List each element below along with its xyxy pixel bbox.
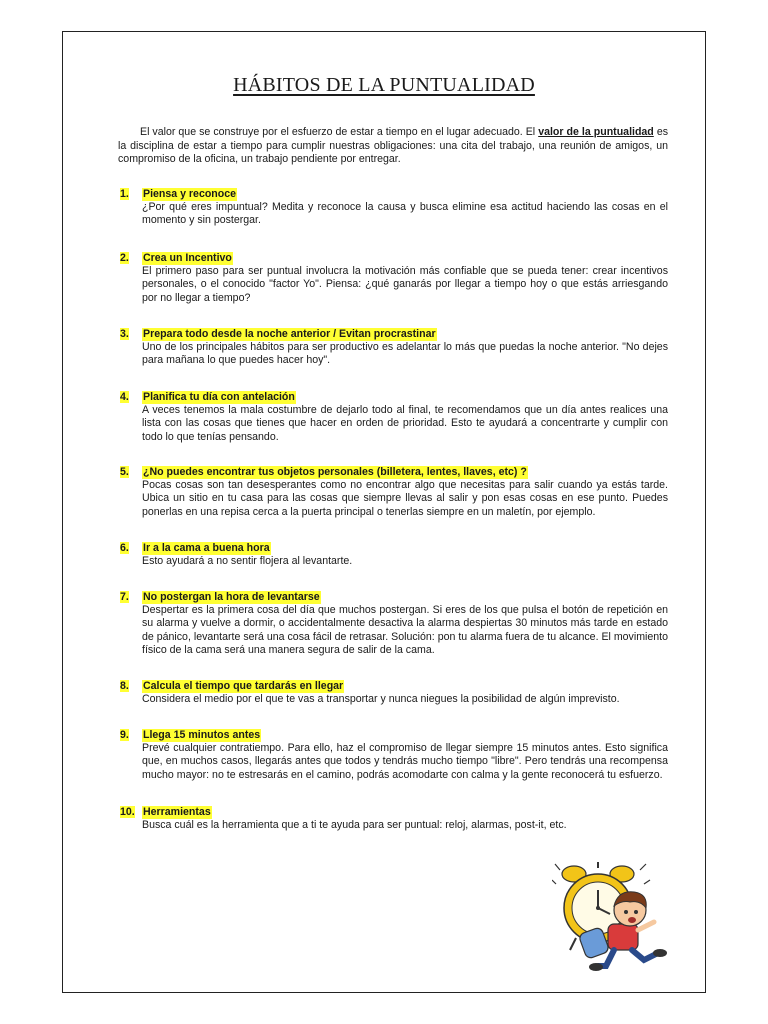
habit-title: Crea un Incentivo (143, 252, 232, 264)
habit-title: Calcula el tiempo que tardarás en llegar (143, 680, 344, 692)
habit-item-4: 4. Planifica tu día con antelación A veces tenemos la mala costumbre de dejarlo todo al final, te recomendamos que un día antes realices una lista con las cosas que tienes que hacer en orden de prioridad. Esto te ayudará a concentrarte y cumplir con todo lo que tenías pensando. (120, 391, 668, 443)
habit-body: Despertar es la primera cosa del día que muchos postergan. Si eres de los que pulsa el botón de repetición en su alarma y vuelve a dormir, o accidentalmente desactiva la alarma despiertas 30 minutos más tarde en estado de pánico, levantarte será una cosa fácil de retrasar. Solución: pon tu alarma fuera de tu alcance. El movimiento físico de la cama será una manera segura de salir de la cama. (142, 604, 668, 656)
habit-body: Esto ayudará a no sentir flojera al levantarte. (142, 555, 353, 568)
habit-title: Planifica tu día con antelación (143, 391, 295, 403)
habit-body: Pocas cosas son tan desesperantes como no encontrar algo que necesitas para salir cuando ya estás tarde. Ubica un sitio en tu casa para las cosas que siempre llevas al salir y pon esas cosas en ese punto. Puedes ponerlas en una repisa cerca a la puerta principal o tenerlas siempre en un maletín, por ejemplo. (142, 479, 668, 518)
intro-paragraph: El valor que se construye por el esfuerzo de estar a tiempo en el lugar adecuado. El valor de la puntualidad es la disciplina de estar a tiempo para cumplir nuestras obligaciones: una cita del trabajo, una reunión de amigos, un compromiso de la oficina, un trabajo pendiente por entregar. (118, 126, 669, 166)
habit-item-5: 5. ¿No puedes encontrar tus objetos personales (billetera, lentes, llaves, etc) ? Pocas cosas son tan desesperantes como no encontrar algo que necesitas para salir cuando ya estás tarde. Ubica un sitio en tu casa para las cosas que siempre llevas al salir y pon esas cosas en ese punto. Puedes ponerlas en una repisa cerca a la puerta principal o tenerlas siempre en un maletín, por ejemplo. (120, 466, 668, 518)
habit-item-9: 9. Llega 15 minutos antes Prevé cualquier contratiempo. Para ello, haz el compromiso de llegar siempre 15 minutos antes. Esto significa que, en muchos casos, llegarás antes que todos y tendrás mucho tiempo "libre". Pero tendrás una recompensa mucho mayor: no te estresarás en el camino, podrás acomodarte con calma y la gente reconocerá tu esfuerzo. (120, 729, 668, 781)
habit-body: Busca cuál es la herramienta que a ti te ayuda para ser puntual: reloj, alarmas, post-it, etc. (142, 819, 567, 832)
habit-title: No postergan la hora de levantarse (143, 591, 320, 603)
habit-item-7: 7. No postergan la hora de levantarse Despertar es la primera cosa del día que muchos postergan. Si eres de los que pulsa el botón de repetición en su alarma y vuelve a dormir, o accidentalmente desactiva la alarma despiertas 30 minutos más tarde en estado de pánico, levantarte será una cosa fácil de retrasar. Solución: pon tu alarma fuera de tu alcance. El movimiento físico de la cama será una manera segura de salir de la cama. (120, 591, 668, 656)
habit-title: Ir a la cama a buena hora (143, 542, 270, 554)
habit-title: Piensa y reconoce (143, 188, 237, 200)
habit-title: Herramientas (143, 806, 211, 818)
habit-body: ¿Por qué eres impuntual? Medita y reconoce la causa y busca elimine esa actitud haciendo las cosas en el momento y sin postergar. (142, 201, 668, 227)
habit-body: Considera el medio por el que te vas a transportar y nunca niegues la posibilidad de algún imprevisto. (142, 693, 620, 706)
habit-body: A veces tenemos la mala costumbre de dejarlo todo al final, te recomendamos que un día antes realices una lista con las cosas que tienes que hacer en orden de prioridad. Esto te ayudará a concentrarte y cumplir con todo lo que tenías pensando. (142, 404, 668, 443)
intro-highlight: valor de la puntualidad (538, 126, 654, 138)
habit-item-8: 8. Calcula el tiempo que tardarás en llegar Considera el medio por el que te vas a transportar y nunca niegues la posibilidad de algún imprevisto. (120, 680, 668, 706)
habit-title: Llega 15 minutos antes (143, 729, 261, 741)
habit-title: Prepara todo desde la noche anterior / Evitan procrastinar (143, 328, 436, 340)
habit-item-6: 6. Ir a la cama a buena hora Esto ayudará a no sentir flojera al levantarte. (120, 542, 668, 568)
habit-body: Uno de los principales hábitos para ser productivo es adelantar lo más que puedas la noche anterior. "No dejes para mañana lo que puedes hacer hoy". (142, 341, 668, 367)
document-title: HÁBITOS DE LA PUNTUALIDAD (233, 74, 535, 96)
habit-item-1: 1. Piensa y reconoce ¿Por qué eres impuntual? Medita y reconoce la causa y busca elimine esa actitud haciendo las cosas en el momento y sin postergar. (120, 188, 668, 227)
habit-title: ¿No puedes encontrar tus objetos personales (billetera, lentes, llaves, etc) ? (143, 466, 527, 478)
habit-body: Prevé cualquier contratiempo. Para ello, haz el compromiso de llegar siempre 15 minutos antes. Esto significa que, en muchos casos, llegarás antes que todos y tendrás mucho tiempo "libre". Pero tendrás una recompensa mucho mayor: no te estresarás en el camino, podrás acomodarte con calma y la gente reconocerá tu esfuerzo. (142, 742, 668, 781)
habit-item-10: 10. Herramientas Busca cuál es la herramienta que a ti te ayuda para ser puntual: reloj, alarmas, post-it, etc. (120, 806, 668, 832)
habit-body: El primero paso para ser puntual involucra la motivación más confiable que se pueda tener: crear incentivos personales, o el conocido "factor Yo". Piensa: ¿qué ganarás por llegar a tiempo hoy o que estás arriesgando por no llegar a tiempo? (142, 265, 668, 304)
alarm-clock-boy-illustration (552, 862, 678, 972)
habit-item-3: 3. Prepara todo desde la noche anterior / Evitan procrastinar Uno de los principales hábitos para ser productivo es adelantar lo más que puedas la noche anterior. "No dejes para mañana lo que puedes hacer hoy". (120, 328, 668, 367)
habit-item-2: 2. Crea un Incentivo El primero paso para ser puntual involucra la motivación más confiable que se pueda tener: crear incentivos personales, o el conocido "factor Yo". Piensa: ¿qué ganarás por llegar a tiempo hoy o que estás arriesgando por no llegar a tiempo? (120, 252, 668, 304)
